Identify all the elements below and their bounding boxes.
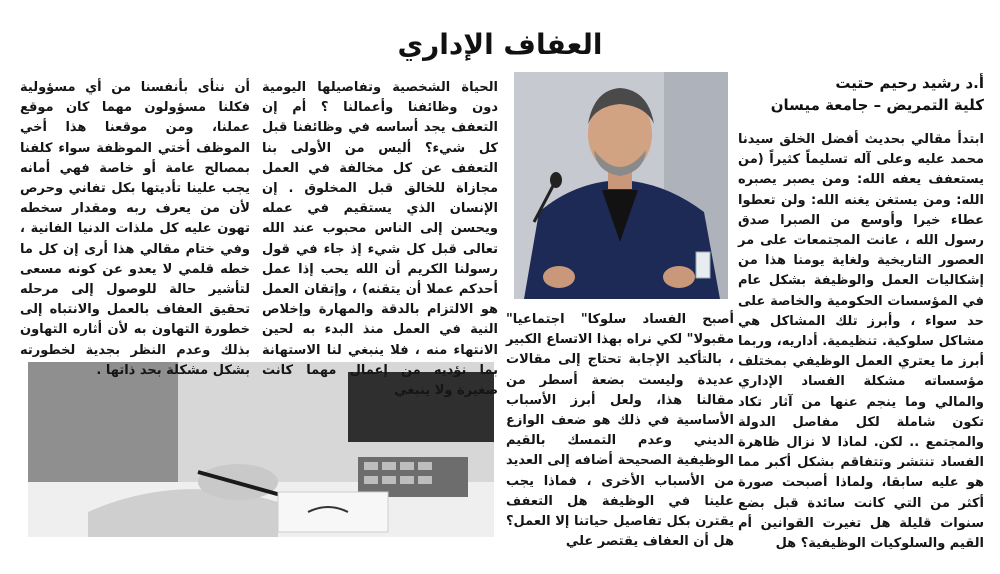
author-portrait — [514, 72, 728, 299]
article-title: العفاف الإداري — [397, 28, 603, 61]
paragraph-middle-top: الحياة الشخصية وتفاصيلها اليومية دون وظائفنا وأعمالنا ؟ أم إن التعفف يجد أساسه في وظائفنا قبل كل شيء؟ أليس من الأولى بنا التعفف عن كل مخالفة في العمل مجازاة للخالق قبل المخلوق . إن الإنسان الذي يستقيم في عمله ويحسن إلى الناس محبوب عند الله تعالى قبل كل شيء إذ جاء في قول رسولنا الكريم أن الله يحب إذا عمل أحدكم عملا أن يتقنه) ، وإتقان العمل هو الالتزام بالدقة والمهارة وإخلاص النية في العمل منذ البدء به لحين الانتهاء منه ، فلا ينبغي لنا الاستهانة بما نؤديه من إعمال مهما كانت صغيرة ولا ينبغي — [262, 80, 498, 399]
column-middle-top — [262, 78, 498, 399]
author-affiliation: كلية التمريض – جامعة ميسان — [770, 96, 984, 114]
paragraph-left: أن ننأى بأنفسنا من أي مسؤولية فكلنا مسؤولون مهما كان موقع عملنا، ومن موقعنا هذا أخي الموظف أختي الموظفة سواء كلفنا بمصالح عامة أو خاصة فهي أمانه يجب علينا تأديتها بكل تفاني وحرص لأن من يعرف ربه ومقدار سخطه تهون عليه كل ملذات الدنيا الفانية ، وفي ختام مقالي هذا أرى إن كل ما خطه قلمي لا يعدو عن كونه مسعى لتأشير حالة للوصول إلى مرحله تحقيق العفاف بالعمل والانتباه إلى خطورة التهاون به لأن أثاره التهاون بذلك وعدم النظر بجدية لخطورته بشكل مشكلة بحد ذاتها . — [20, 80, 250, 378]
column-right — [738, 130, 984, 552]
column-middle-bottom — [506, 310, 734, 550]
portrait-illustration — [514, 72, 728, 299]
column-left — [20, 78, 250, 378]
paragraph-right: ابتدأ مقالي بحديث أفضل الخلق سيدنا محمد عليه وعلى آله تسليماً كثيراً (من يستعفف يعفه الله: ومن يصبر يصبره الله: ومن يستغن يغنه الله: ولن تعطوا عطاء خيرا وأوسع من الصبرا صدق رسول الله ، عانت المجتمعات على مر العصور التاريخية ولغاية يومنا هذا من إشكاليات العمل والوظيفة بشكل عام في المؤسسات الحكومية والخاصة على حد سواء ، وأبرز تلك المشاكل هي مشاكل سلوكية. تنظيمية. أداريه، وربما أبرز ما يعتري العمل الوظيفي بمختلف مؤسساته مشكلة الفساد الإداري والمالي وما ينجم عنها من آثار تكاد تكون شاملة لكل مفاصل الدولة والمجتمع .. لكن. لماذا لا نزال ظاهرة الفساد تنتشر وتتفاقم بشكل أكبر مما هو عليه سابقا، ولماذا أصبحت صورة أكثر من التي كانت سائدة قبل بضع سنوات قليلة هل تغيرت القوانين أم القيم والسلوكيات الوظيفية؟ هل — [738, 132, 984, 552]
author-name: أ.د رشيد رحيم حتيت — [835, 74, 984, 92]
paragraph-middle-bottom: أصبح الفساد سلوكا" اجتماعيا" مقبولا" لكي نراه بهذا الاتساع الكبير ، بالتأكيد الإجابة تحتاج إلى مقالات عديدة وليست بضعة أسطر من مقالنا هذا، ولعل أبرز الأسباب الأساسية في ذلك هو ضعف الوازع الديني وعدم التمسك بالقيم الوظيفية الصحيحة أضافه إلى العديد من الأسباب الأخرى ، فماذا يجب علينا في الوظيفة هل التعفف يقترن بكل تفاصيل حياتنا إلا العمل؟ هل أن العفاف يقتصر علي — [506, 312, 734, 550]
author-block — [754, 72, 984, 116]
